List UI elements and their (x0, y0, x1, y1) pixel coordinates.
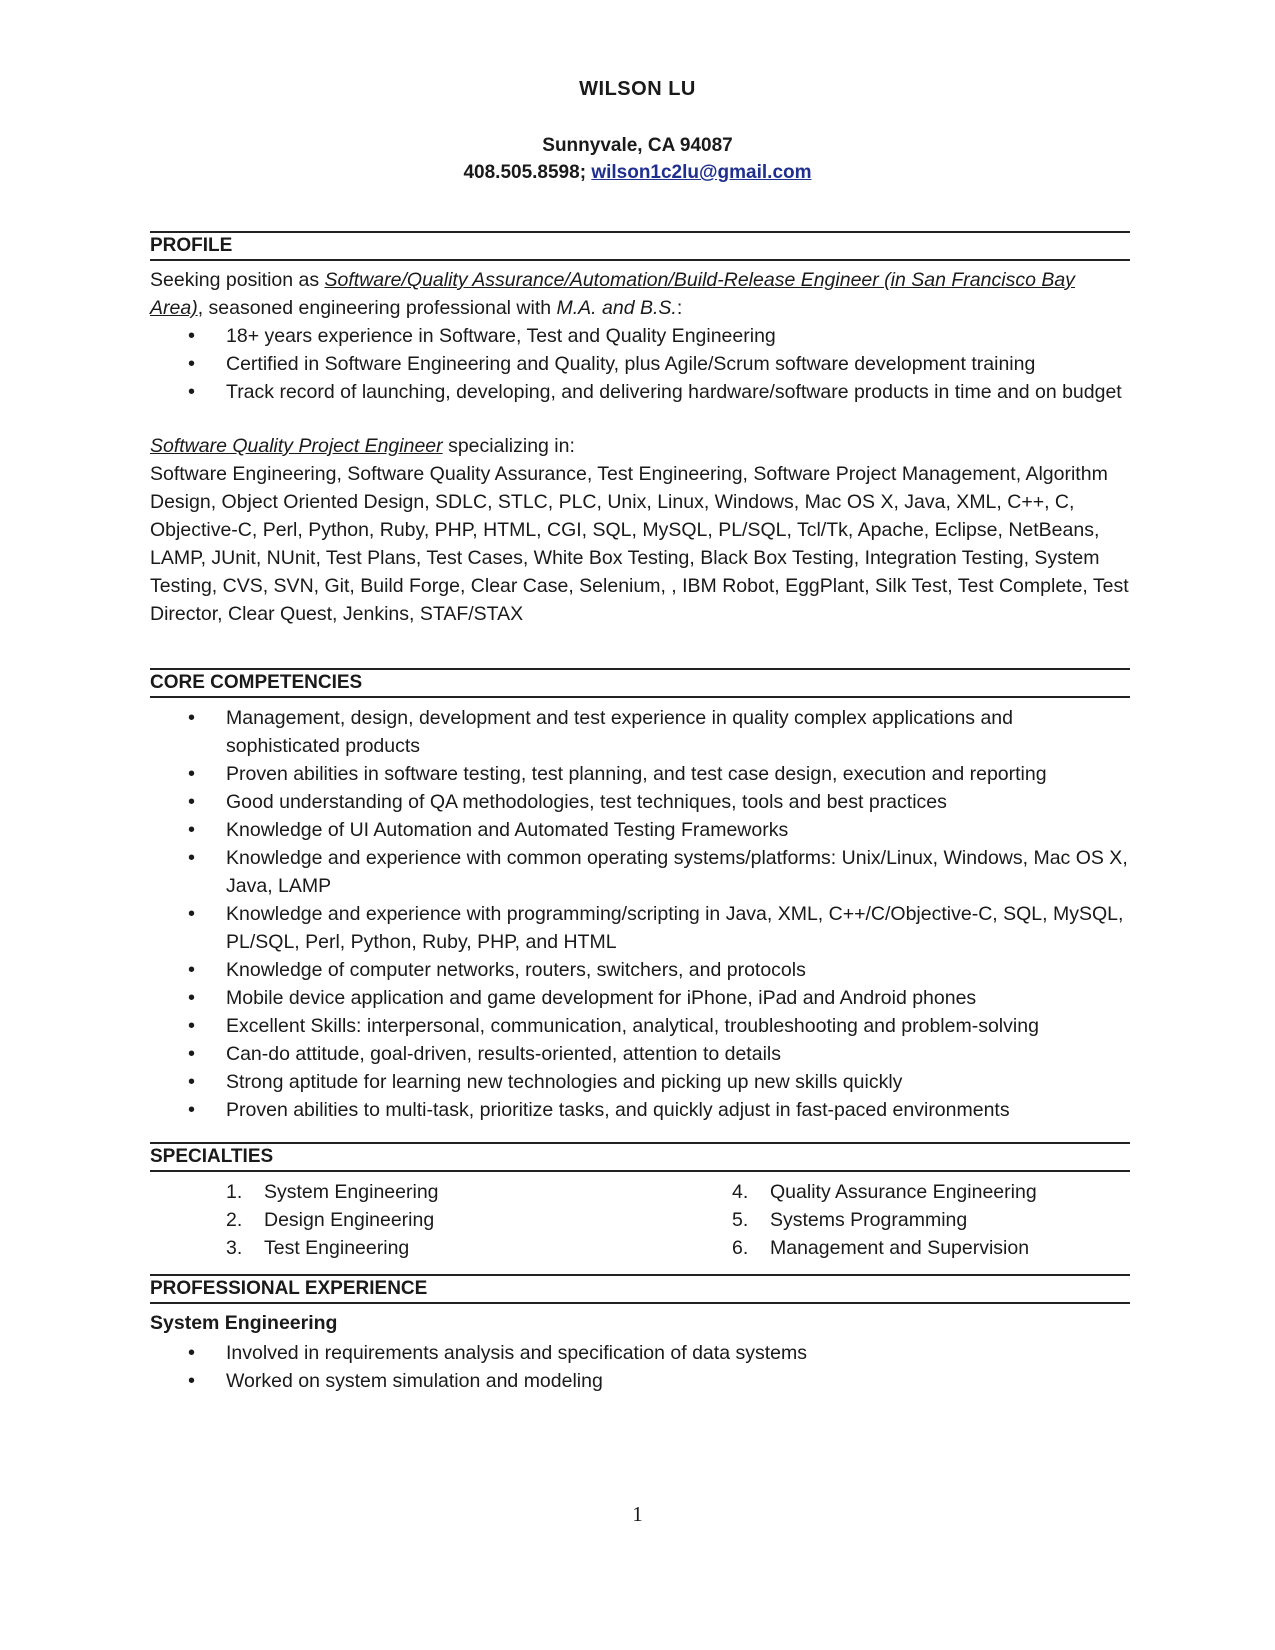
experience-heading: PROFESSIONAL EXPERIENCE (150, 1274, 1130, 1304)
item-number: 5. (732, 1209, 749, 1231)
profile-bullets (150, 322, 1130, 406)
profile-section (150, 266, 1130, 628)
core-competencies-section (150, 704, 1130, 1124)
specialty-title: Software Quality Project Engineer (150, 435, 443, 457)
item-number: 1. (226, 1181, 243, 1203)
list-item: • Proven abilities to multi-task, prioritize tasks, and quickly adjust in fast-paced environments (150, 1096, 1130, 1124)
item-text: Systems Programming (770, 1209, 968, 1231)
list-item: • Certified in Software Engineering and Quality, plus Agile/Scrum software development training (150, 350, 1130, 378)
item-text: Design Engineering (264, 1209, 435, 1231)
page-number: 1 (632, 1502, 643, 1526)
degrees: M.A. and B.S. (556, 297, 677, 319)
item-number: 3. (226, 1237, 243, 1259)
specialty-line (150, 432, 1130, 460)
experience-subheading: System Engineering (150, 1312, 338, 1334)
list-item: • Involved in requirements analysis and specification of data systems (150, 1339, 1130, 1367)
list-item: • Worked on system simulation and modeling (150, 1367, 1130, 1395)
intro-prefix: Seeking position as (150, 269, 325, 291)
specialties-heading: SPECIALTIES (150, 1142, 1130, 1172)
specialties-list (150, 1178, 1130, 1262)
profile-intro (150, 266, 1130, 322)
item-number: 6. (732, 1237, 749, 1259)
list-item: • Track record of launching, developing, and delivering hardware/software products in time and on budget (150, 378, 1130, 406)
list-item: • Excellent Skills: interpersonal, communication, analytical, troubleshooting and problem-solving (150, 1012, 1130, 1040)
item-number: 4. (732, 1181, 749, 1203)
contact-line (0, 162, 1275, 184)
core-bullets (150, 704, 1130, 1124)
intro-end: : (676, 297, 683, 319)
experience-bullets (150, 1339, 1130, 1395)
address: Sunnyvale, CA 94087 (542, 135, 733, 156)
list-item: • Management, design, development and test experience in quality complex applications and sophisticated products (150, 704, 1130, 760)
item-text: Management and Supervision (770, 1237, 1030, 1259)
intro-mid: , seasoned engineering professional with (197, 297, 557, 319)
item-text: System Engineering (264, 1181, 439, 1203)
experience-section (150, 1339, 1130, 1395)
profile-heading: PROFILE (150, 231, 1130, 261)
item-text: Quality Assurance Engineering (770, 1181, 1037, 1203)
list-item: • Knowledge and experience with common operating systems/platforms: Unix/Linux, Windows, Mac OS X, Java, LAMP (150, 844, 1130, 900)
item-text: Test Engineering (264, 1237, 410, 1259)
specialty-suffix: specializing in: (442, 435, 575, 457)
list-item: • Knowledge and experience with programming/scripting in Java, XML, C++/C/Objective-C, SQL, MySQL, PL/SQL, Perl, Python, Ruby, PHP, and HTML (150, 900, 1130, 956)
core-competencies-heading: CORE COMPETENCIES (150, 668, 1130, 698)
list-item: • Good understanding of QA methodologies, test techniques, tools and best practices (150, 788, 1130, 816)
email-link[interactable]: wilson1c2lu@gmail.com (591, 162, 812, 183)
list-item: • Knowledge of UI Automation and Automated Testing Frameworks (150, 816, 1130, 844)
list-item: • Knowledge of computer networks, routers, switchers, and protocols (150, 956, 1130, 984)
list-item: • Proven abilities in software testing, test planning, and test case design, execution and reporting (150, 760, 1130, 788)
skills-list: Software Engineering, Software Quality Assurance, Test Engineering, Software Project Management, Algorithm Design, Object Oriented Design, SDLC, STLC, PLC, Unix, Linux, Windows, Mac OS X, Java, XML, C++, C, Objective-C, Perl, Python, Ruby, PHP, HTML, CGI, SQL, MySQL, PL/SQL, Tcl/Tk, Apache, Eclipse, NetBeans, LAMP, JUnit, NUnit, Test Plans, Test Cases, White Box Testing, Black Box Testing, Integration Testing, System Testing, CVS, SVN, Git, Build Forge, Clear Case, Selenium, , IBM Robot, EggPlant, Silk Test, Test Complete, Test Director, Clear Quest, Jenkins, STAF/STAX (150, 463, 1129, 625)
list-item: • Can-do attitude, goal-driven, results-oriented, attention to details (150, 1040, 1130, 1068)
list-item: • Mobile device application and game development for iPhone, iPad and Android phones (150, 984, 1130, 1012)
item-number: 2. (226, 1209, 243, 1231)
list-item: • 18+ years experience in Software, Test and Quality Engineering (150, 322, 1130, 350)
candidate-name: WILSON LU (579, 78, 696, 100)
phone-number: 408.505.8598; (463, 162, 587, 183)
target-role: Software/Quality Assurance/Automation/Build-Release Engineer (in San Francisco Bay Area) (150, 269, 1075, 319)
list-item: • Strong aptitude for learning new technologies and picking up new skills quickly (150, 1068, 1130, 1096)
